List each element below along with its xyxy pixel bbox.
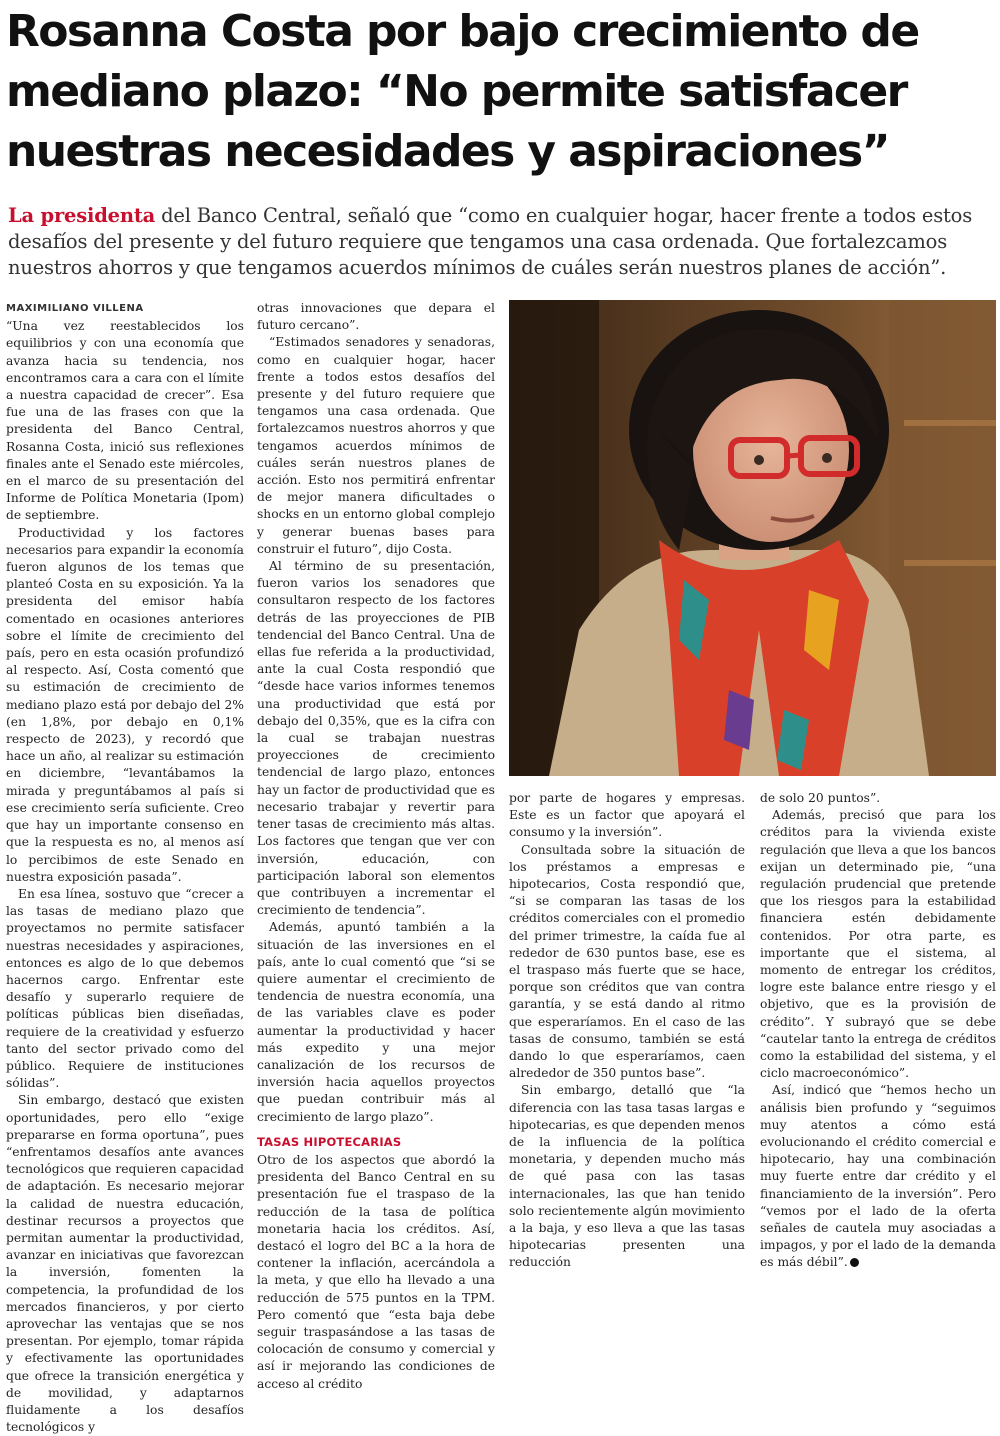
byline: MAXIMILIANO VILLENA <box>6 303 144 314</box>
paragraph: otras innovaciones que depara el futuro cercano”. <box>257 301 495 333</box>
headline: Rosanna Costa por bajo crecimiento de mediano plazo: “No permite satisfacer nuestras necesidades y aspiraciones” <box>6 6 919 177</box>
article-column-3 <box>509 790 745 1272</box>
paragraph: “Estimados senadores y senadoras, como en cualquier hogar, hacer frente a todos estos desafíos del presente y del futuro requiere que tengamos una casa ordenada. Que fortalezcamos nuestros ahorros y que tengamos acuerdos mínimos de cuáles serán nuestros planes de acción. Esto nos permitirá enfrentar de mejor manera dificultades o shocks en un entorno global complejo y generar buenas bases para construir el futuro”, dijo Costa. <box>257 335 495 556</box>
paragraph: de solo 20 puntos”. <box>760 791 881 805</box>
end-of-article-icon <box>850 1258 859 1267</box>
paragraph: Además, precisó que para los créditos para la vivienda existe regulación que lleva a que los bancos exijan un determinado pie, “una regulación prudencial que pretende que los riesgos para la estabilidad financiera estén debidamente contenidos. Por otra parte, es importante que el sistema, al momento de entregar los créditos, logre este balance entre riesgo y el objetivo, que es la provisión de crédito”. Y subrayó que se debe “cautelar tanto la entrega de créditos como la estabilidad del sistema, y el ciclo macroeconómico”. <box>760 808 996 1081</box>
paragraph <box>760 1082 996 1271</box>
paragraph-text: Así, indicó que “hemos hecho un análisis bien profundo y “seguimos muy atentos a cómo está evolucionando el crédito comercial e hipotecario, hay una combinación muy fuerte entre dar crédito y el financiamiento de la inversión”. Pero “vemos por el lado de la oferta señales de cautela muy asociadas a impagos, y por el lado de la demanda es más débil”. <box>760 1083 996 1270</box>
paragraph: Sin embargo, detalló que “la diferencia con las tasa tasas largas e hipotecarias, es que dependen menos de la influencia de la política monetaria, y dependen mucho más de qué pasa con las tasas internacionales, las que han tenido solo recientemente algún movimiento a la baja, y eso lleva a que las tasas hipotecarias presenten una reducción <box>509 1083 745 1270</box>
paragraph: Consultada sobre la situación de los préstamos a empresas e hipotecarios, Costa respondió que, “si se comparan las tasas de los créditos comerciales con el promedio del primer trimestre, la caída fue al rededor de 630 puntos base, ese es el traspaso más fuerte que se hace, porque son créditos que van contra garantía, y se está dando al ritmo que esperaríamos. En el caso de las tasas de consumo, también se está dando lo que esperaríamos, caen alrededor de 350 puntos base”. <box>509 842 745 1081</box>
lede-kicker: La presidenta <box>8 204 156 227</box>
article-column-1 <box>6 300 244 1436</box>
portrait-photo <box>509 300 996 776</box>
article-column-2 <box>257 300 495 1393</box>
subhead: TASAS HIPOTECARIAS <box>257 1134 402 1149</box>
paragraph: Además, apuntó también a la situación de las inversiones en el país, ante lo cual comentó que “si se quiere aumentar el crecimiento de tendencia de nuestra economía, una de las variables clave es poder aumentar la productividad y hacer más expedito y una mejor canalización de los recursos de inversión hacia aquellos proyectos que puedan contribuir más al crecimiento de largo plazo”. <box>257 920 495 1124</box>
paragraph: Sin embargo, destacó que existen oportunidades, pero ello “exige prepararse en forma oportuna”, pues “enfrentamos desafíos ante avances tecnológicos que requieren capacidad de adaptación. Es necesario mejorar la calidad de nuestra educación, destinar recursos a proyectos que permitan aumentar la productividad, avanzar en iniciativas que favorezcan la inversión, fomenten la competencia, la profundidad de los mercados financieros, y por cierto aprovechar las ventajas que se nos presentan. Por ejemplo, tomar rápida y efectivamente las oportunidades que ofrece la transición energética y de movilidad, y adaptarnos fluidamente a los desafíos tecnológicos y <box>6 1093 244 1435</box>
paragraph: Otro de los aspectos que abordó la presidenta del Banco Central en su presentación fue el traspaso de la reducción de la tasa de política monetaria hacia los créditos. Así, destacó el logro del BC a la hora de contener la inflación, acercándola a la meta, y que ello ha llevado a una reducción de 575 puntos en la TPM. Pero comentó que “esta baja debe seguir traspasándose a las tasas de colocación de consumo y comercial y así ir mejorando las condiciones de acceso al crédito <box>257 1152 495 1391</box>
lede-text: del Banco Central, señaló que “como en cualquier hogar, hacer frente a todos estos desafíos del presente y del futuro requiere que tengamos una casa ordenada. Que fortalezcamos nuestros ahorros y que tengamos acuerdos mínimos de cuáles serán nuestros planes de acción”. <box>8 204 973 279</box>
paragraph: Productividad y los factores necesarios para expandir la economía fueron algunos de los temas que planteó Costa en su exposición. Ya la presidenta del emisor había comentado en ocasiones anteriores sobre el límite de crecimiento del país, pero en esta ocasión profundizó al respecto. Así, Costa comentó que su estimación de crecimiento de mediano plazo está por debajo del 2% (en 1,8%, por debajo en 0,1% respecto de 2023), y recordó que hace un año, al realizar su estimación en diciembre, “levantábamos la mirada y preguntábamos al país si ese crecimiento sería suficiente. Creo que hay un importante consenso en que la respuesta es no, al menos así lo percibimos de este Senado en nuestra exposición pasada”. <box>6 525 244 884</box>
paragraph: “Una vez reestablecidos los equilibrios y con una economía que avanza hacia su tendencia, nos encontramos cara a cara con el límite a nuestra capacidad de crecer”. Esa fue una de las frases con que la presidenta del Banco Central, Rosanna Costa, inició sus reflexiones finales ante el Senado este miércoles, en el marco de su presentación del Informe de Política Monetaria (Ipom) de septiembre. <box>6 319 244 523</box>
portrait-illustration <box>509 300 996 776</box>
article-column-4 <box>760 790 996 1272</box>
paragraph: En esa línea, sostuvo que “crecer a las tasas de mediano plazo que proyectamos no permite satisfacer nuestras necesidades y aspiraciones, entonces es algo de lo que debemos hacernos cargo. Enfrentar este desafío y superarlo requiere de políticas públicas bien diseñadas, requiere de la creatividad y esfuerzo tanto del sector privado como del público. Requiere de instituciones sólidas”. <box>6 886 244 1091</box>
lede <box>8 203 993 281</box>
paragraph: Al término de su presentación, fueron varios los senadores que consultaron respecto de los factores detrás de las proyecciones de PIB tendencial del Banco Central. Una de ellas fue referida a la productividad, ante la cual Costa respondió que “desde hace varios informes tenemos una productividad que está por debajo del 0,35%, que es la cifra con la cual se trabajan nuestras proyecciones de crecimiento tendencial de largo plazo, entonces hay un factor de productividad que es necesario trabajar y revertir para tener tasas de crecimiento más altas. Los factores que tengan que ver con inversión, educación, con participación laboral son elementos que contribuyen a incrementar el crecimiento de tendencia”. <box>257 559 495 918</box>
paragraph: por parte de hogares y empresas. Este es un factor que apoyará el consumo y la inversión”. <box>509 791 745 840</box>
